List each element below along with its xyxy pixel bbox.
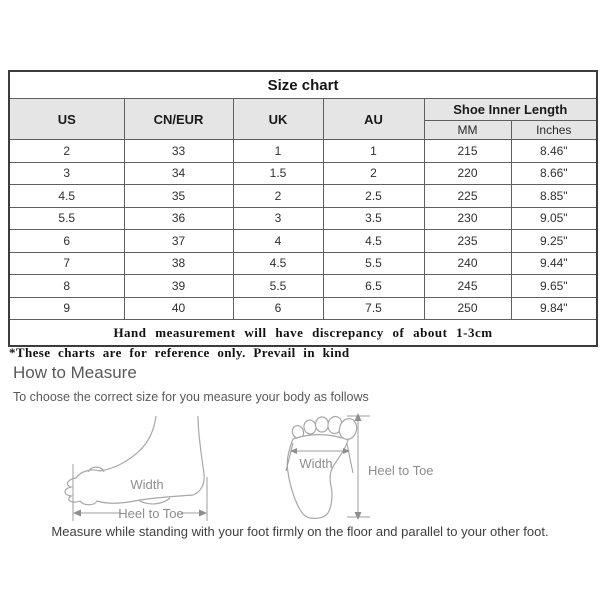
column-header-au: AU bbox=[323, 99, 424, 140]
size-cell: 9.05" bbox=[511, 207, 597, 230]
size-cell: 2 bbox=[9, 140, 124, 163]
sole-width-right-tick bbox=[347, 444, 353, 473]
footnote-row bbox=[9, 320, 597, 347]
measurement-diagram bbox=[0, 405, 600, 525]
size-cell: 2.5 bbox=[323, 185, 424, 208]
size-cell: 215 bbox=[424, 140, 511, 163]
size-cell: 5.5 bbox=[233, 275, 323, 298]
size-cell: 5.5 bbox=[9, 207, 124, 230]
size-cell: 6.5 bbox=[323, 275, 424, 298]
size-cell: 2 bbox=[233, 185, 323, 208]
size-cell: 245 bbox=[424, 275, 511, 298]
sole-heel-to-toe-label: Heel to Toe bbox=[368, 463, 434, 478]
size-cell: 225 bbox=[424, 185, 511, 208]
foot-sole-outline bbox=[287, 435, 348, 519]
size-cell: 220 bbox=[424, 162, 511, 185]
size-cell: 1 bbox=[323, 140, 424, 163]
table-row bbox=[9, 275, 597, 298]
size-cell: 6 bbox=[9, 230, 124, 253]
size-cell: 4 bbox=[233, 230, 323, 253]
column-header-mm: MM bbox=[424, 121, 511, 140]
size-cell: 37 bbox=[124, 230, 233, 253]
size-chart-title: Size chart bbox=[9, 71, 597, 99]
size-cell: 4.5 bbox=[9, 185, 124, 208]
column-header-uk: UK bbox=[233, 99, 323, 140]
size-cell: 7 bbox=[9, 252, 124, 275]
arrow-down-icon bbox=[355, 512, 362, 520]
sole-width-label: Width bbox=[299, 456, 333, 471]
how-to-measure-title: How to Measure bbox=[13, 363, 137, 382]
measurement-discrepancy-note: Hand measurement will have discrepancy of about 1-3cm bbox=[9, 320, 597, 347]
ball-crease-curve bbox=[138, 498, 170, 504]
size-cell: 9.84" bbox=[511, 297, 597, 320]
size-cell: 9 bbox=[9, 297, 124, 320]
table-row bbox=[9, 230, 597, 253]
size-cell: 7.5 bbox=[323, 297, 424, 320]
size-cell: 34 bbox=[124, 162, 233, 185]
size-cell: 8.66" bbox=[511, 162, 597, 185]
size-cell: 9.44" bbox=[511, 252, 597, 275]
size-cell: 9.65" bbox=[511, 275, 597, 298]
size-cell: 1.5 bbox=[233, 162, 323, 185]
size-cell: 8.46" bbox=[511, 140, 597, 163]
size-cell: 36 bbox=[124, 207, 233, 230]
arrow-up-icon bbox=[355, 413, 362, 421]
size-cell: 4.5 bbox=[323, 230, 424, 253]
size-cell: 1 bbox=[233, 140, 323, 163]
size-cell: 5.5 bbox=[323, 252, 424, 275]
table-row bbox=[9, 252, 597, 275]
side-heel-to-toe-label: Heel to Toe bbox=[118, 506, 184, 521]
size-cell: 8 bbox=[9, 275, 124, 298]
size-rows bbox=[9, 140, 597, 320]
arrow-right-icon bbox=[199, 510, 207, 517]
foot-sole-view-diagram bbox=[286, 413, 434, 520]
size-cell: 3.5 bbox=[323, 207, 424, 230]
toe-fourth-icon bbox=[303, 419, 317, 435]
size-chart-table bbox=[8, 70, 598, 347]
size-cell: 6 bbox=[233, 297, 323, 320]
size-cell: 240 bbox=[424, 252, 511, 275]
how-to-measure-subtitle: To choose the correct size for you measure your body as follows bbox=[13, 390, 369, 404]
size-cell: 9.25" bbox=[511, 230, 597, 253]
side-width-label: Width bbox=[130, 477, 164, 492]
header-row bbox=[9, 99, 597, 121]
size-cell: 38 bbox=[124, 252, 233, 275]
table-row bbox=[9, 297, 597, 320]
table-row bbox=[9, 140, 597, 163]
size-cell: 4.5 bbox=[233, 252, 323, 275]
arrow-left-icon bbox=[73, 510, 81, 517]
measure-caption: Measure while standing with your foot firmly on the floor and parallel to your other foot. bbox=[51, 524, 549, 539]
table-row bbox=[9, 185, 597, 208]
size-cell: 39 bbox=[124, 275, 233, 298]
foot-side-view-diagram bbox=[65, 416, 207, 521]
size-cell: 33 bbox=[124, 140, 233, 163]
size-cell: 3 bbox=[233, 207, 323, 230]
column-header-cn-eur: CN/EUR bbox=[124, 99, 233, 140]
size-cell: 35 bbox=[124, 185, 233, 208]
size-cell: 235 bbox=[424, 230, 511, 253]
size-cell: 2 bbox=[323, 162, 424, 185]
reference-note: *These charts are for reference only. Prevail in kind bbox=[9, 345, 350, 360]
table-row bbox=[9, 207, 597, 230]
column-header-us: US bbox=[9, 99, 124, 140]
size-cell: 40 bbox=[124, 297, 233, 320]
column-header-inches: Inches bbox=[511, 121, 597, 140]
title-row bbox=[9, 71, 597, 99]
size-cell: 3 bbox=[9, 162, 124, 185]
size-cell: 230 bbox=[424, 207, 511, 230]
toe-middle-icon bbox=[316, 417, 329, 432]
size-cell: 250 bbox=[424, 297, 511, 320]
size-cell: 8.85" bbox=[511, 185, 597, 208]
column-header-inner-length: Shoe Inner Length bbox=[424, 99, 597, 121]
table-row bbox=[9, 162, 597, 185]
